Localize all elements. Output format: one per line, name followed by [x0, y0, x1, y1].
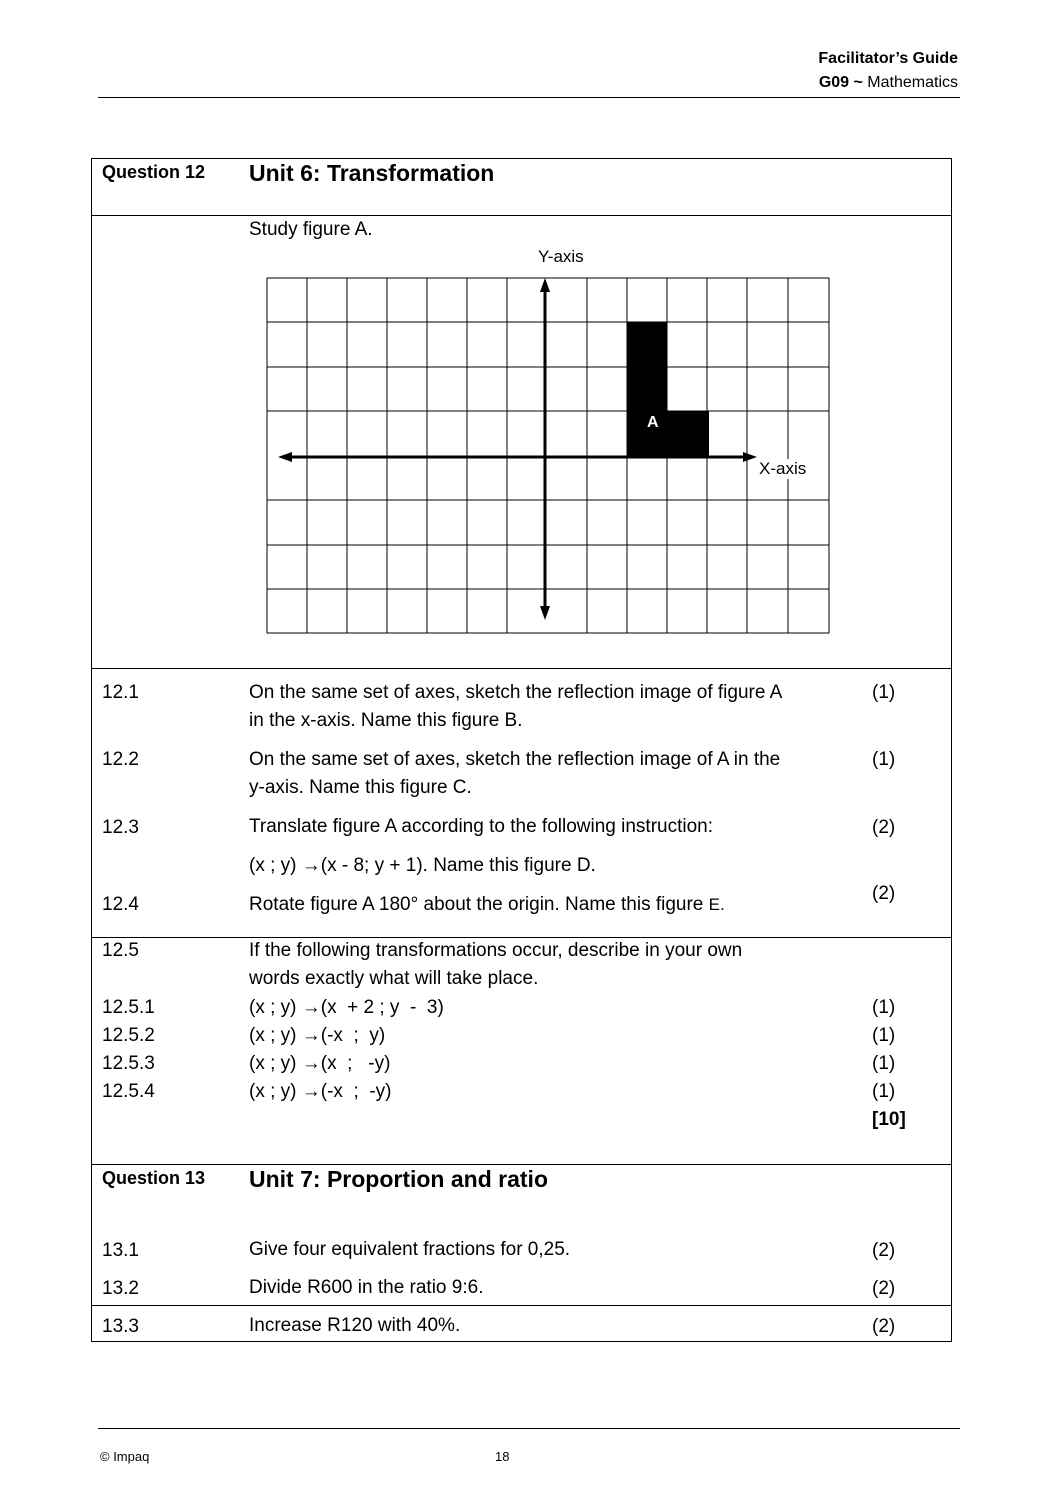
- item-12-5-1-number: 12.5.1: [102, 997, 155, 1018]
- item-12-5-number: 12.5: [102, 940, 139, 961]
- study-figure-instruction: Study figure A.: [249, 219, 373, 240]
- unit-7-title: Unit 7: Proportion and ratio: [249, 1166, 548, 1192]
- footer-rule: [98, 1428, 960, 1429]
- question-13-label: Question 13: [102, 1168, 206, 1188]
- item-12-5-4-mark: (1): [872, 1081, 896, 1102]
- figure-a-label: A: [647, 414, 659, 431]
- y-axis-label: Y-axis: [538, 247, 584, 266]
- item-12-5-line2: words exactly what will take place.: [249, 968, 539, 989]
- grade-subject: [819, 74, 958, 92]
- item-12-4-number: 12.4: [102, 894, 139, 915]
- item-13-2-mark: (2): [872, 1278, 896, 1299]
- q12-figure-divider: [91, 668, 952, 669]
- item-12-2-line1: On the same set of axes, sketch the reflection image of A in the: [249, 749, 781, 770]
- question-12-label: Question 12: [102, 162, 206, 182]
- x-axis-arrow-left: [278, 452, 292, 462]
- item-13-1-text: Give four equivalent fractions for 0,25.: [249, 1239, 571, 1260]
- item-13-2-number: 13.2: [102, 1278, 139, 1299]
- item-12-1-line1: On the same set of axes, sketch the reflection image of figure A: [249, 682, 783, 703]
- item-13-3-text: Increase R120 with 40%.: [249, 1315, 461, 1336]
- item-12-5-1-text: (x ; y) →(x + 2 ; y - 3): [249, 997, 444, 1018]
- item-12-5-2-number: 12.5.2: [102, 1025, 155, 1046]
- item-12-1-number: 12.1: [102, 682, 139, 703]
- item-12-2-mark: (1): [872, 749, 896, 770]
- item-13-3-mark: (2): [872, 1316, 896, 1337]
- item-13-3-number: 13.3: [102, 1316, 139, 1337]
- item-12-3-line1: Translate figure A according to the following instruction:: [249, 816, 713, 837]
- item-12-2-line2: y-axis. Name this figure C.: [249, 777, 472, 798]
- item-12-4-line1: Rotate figure A 180° about the origin. Name this figure: [249, 894, 704, 915]
- item-13-1-mark: (2): [872, 1240, 896, 1261]
- item-12-5-line1: If the following transformations occur, describe in your own: [249, 940, 743, 961]
- item-12-1-line2: in the x-axis. Name this figure B.: [249, 710, 523, 731]
- item-12-3-mark: (2): [872, 817, 896, 838]
- item-12-2-number: 12.2: [102, 749, 139, 770]
- item-12-5-3-mark: (1): [872, 1053, 896, 1074]
- guide-title: Facilitator’s Guide: [818, 50, 958, 67]
- question-12-total: [10]: [872, 1109, 906, 1130]
- page-number: 18: [495, 1449, 510, 1464]
- copyright-text: © Impaq: [100, 1449, 150, 1464]
- item-12-1-mark: (1): [872, 682, 896, 703]
- item-12-5-1-mark: (1): [872, 997, 896, 1018]
- item-12-3-number: 12.3: [102, 817, 139, 838]
- item-12-4-letter: E.: [708, 895, 725, 914]
- x-axis-arrow-right: [743, 452, 757, 462]
- item-12-5-2-mark: (1): [872, 1025, 896, 1046]
- item-12-5-2-text: (x ; y) →(-x ; y): [249, 1025, 386, 1046]
- header-rule: [98, 97, 960, 98]
- item-12-5-4-text: (x ; y) →(-x ; -y): [249, 1081, 392, 1102]
- item-13-2-text: Divide R600 in the ratio 9:6.: [249, 1277, 484, 1298]
- item-12-4-text: [249, 891, 725, 919]
- unit-6-title: Unit 6: Transformation: [249, 160, 495, 186]
- y-axis-arrow-up: [540, 278, 550, 292]
- coordinate-grid-figure: [250, 240, 870, 650]
- grade-label: G09 ~: [818, 74, 863, 91]
- x-axis-label: X-axis: [759, 459, 807, 478]
- figure-a-shape: [627, 322, 709, 457]
- q12-title-divider: [91, 215, 952, 216]
- subject-label: Mathematics: [867, 74, 958, 91]
- item-12-3-line2: (x ; y) →(x - 8; y + 1). Name this figure D.: [249, 855, 596, 876]
- q13-row-divider: [91, 1305, 952, 1306]
- y-axis-arrow-down: [540, 606, 550, 620]
- item-12-4-mark: (2): [872, 883, 896, 904]
- item-13-1-number: 13.1: [102, 1240, 139, 1261]
- item-12-5-3-text: (x ; y) →(x ; -y): [249, 1053, 391, 1074]
- item-12-5-4-number: 12.5.4: [102, 1081, 155, 1102]
- item-12-5-3-number: 12.5.3: [102, 1053, 155, 1074]
